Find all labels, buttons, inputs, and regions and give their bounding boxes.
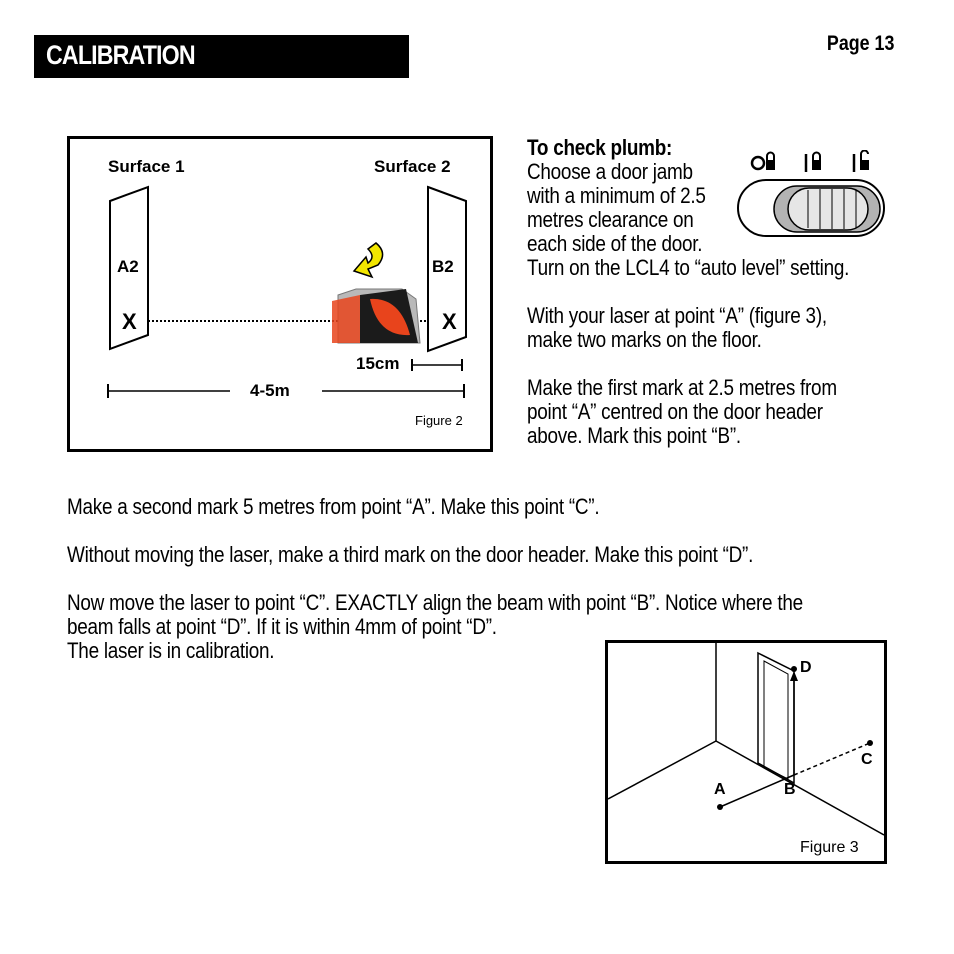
label-c: C	[861, 751, 873, 768]
circle-lock-icon	[752, 153, 775, 171]
plumb-para3-line: above. Mark this point “B”.	[527, 423, 741, 448]
plumb-line: with a minimum of 2.5	[527, 183, 706, 208]
mark-x-right: X	[442, 309, 457, 334]
distance-label: 4-5m	[250, 381, 290, 400]
point-a	[717, 804, 723, 810]
label-a: A	[714, 781, 726, 798]
figure-3-caption: Figure 3	[800, 839, 859, 856]
label-b: B	[784, 781, 796, 798]
point-d	[791, 666, 797, 672]
body-paragraph-3-line: The laser is in calibration.	[67, 638, 275, 663]
body-paragraph-2: Without moving the laser, make a third mark on the door header. Make this point “D”.	[67, 542, 754, 567]
page-title: CALIBRATION	[46, 40, 195, 70]
rotate-arrow-icon	[354, 243, 383, 277]
beam-a-b	[720, 775, 794, 807]
lock-open-icon	[854, 151, 869, 173]
plumb-line: Turn on the LCL4 to “auto level” setting.	[527, 255, 850, 280]
plumb-para2-line: With your laser at point “A” (figure 3),	[527, 303, 827, 328]
figure-2	[67, 136, 493, 452]
plumb-para3-line: point “A” centred on the door header	[527, 399, 823, 424]
door-frame	[758, 653, 794, 783]
plumb-line: each side of the door.	[527, 231, 703, 256]
figure-2-drawing	[70, 139, 490, 449]
figure-3	[605, 640, 887, 864]
plumb-line: Choose a door jamb	[527, 159, 693, 184]
header-bar	[34, 35, 409, 78]
surface-2-label: Surface 2	[374, 157, 451, 176]
figure-2-caption: Figure 2	[415, 413, 463, 428]
label-d: D	[800, 659, 812, 676]
body-paragraph-3-line: Now move the laser to point “C”. EXACTLY align the beam with point “B”. Notice where the	[67, 590, 803, 615]
mode-switch-illustration	[736, 150, 888, 240]
a2-label: A2	[117, 257, 139, 276]
laser-device	[332, 289, 420, 343]
body-paragraph-1: Make a second mark 5 metres from point “A”. Make this point “C”.	[67, 494, 600, 519]
plumb-para2-line: make two marks on the floor.	[527, 327, 762, 352]
mark-x-left: X	[122, 309, 137, 334]
lock-closed-icon	[806, 153, 821, 173]
point-c	[867, 740, 873, 746]
b2-label: B2	[432, 257, 454, 276]
figure-3-drawing	[608, 643, 884, 861]
gap-label: 15cm	[356, 354, 400, 373]
page-number: Page 13	[826, 32, 894, 55]
body-paragraph-3-line: beam falls at point “D”. If it is within 4mm of point “D”.	[67, 614, 497, 639]
plumb-para3-line: Make the first mark at 2.5 metres from	[527, 375, 837, 400]
surface-1-label: Surface 1	[108, 157, 185, 176]
plumb-heading: To check plumb:	[527, 135, 673, 160]
plumb-line: metres clearance on	[527, 207, 694, 232]
body-text	[67, 495, 803, 663]
beam-b-c	[794, 743, 870, 775]
